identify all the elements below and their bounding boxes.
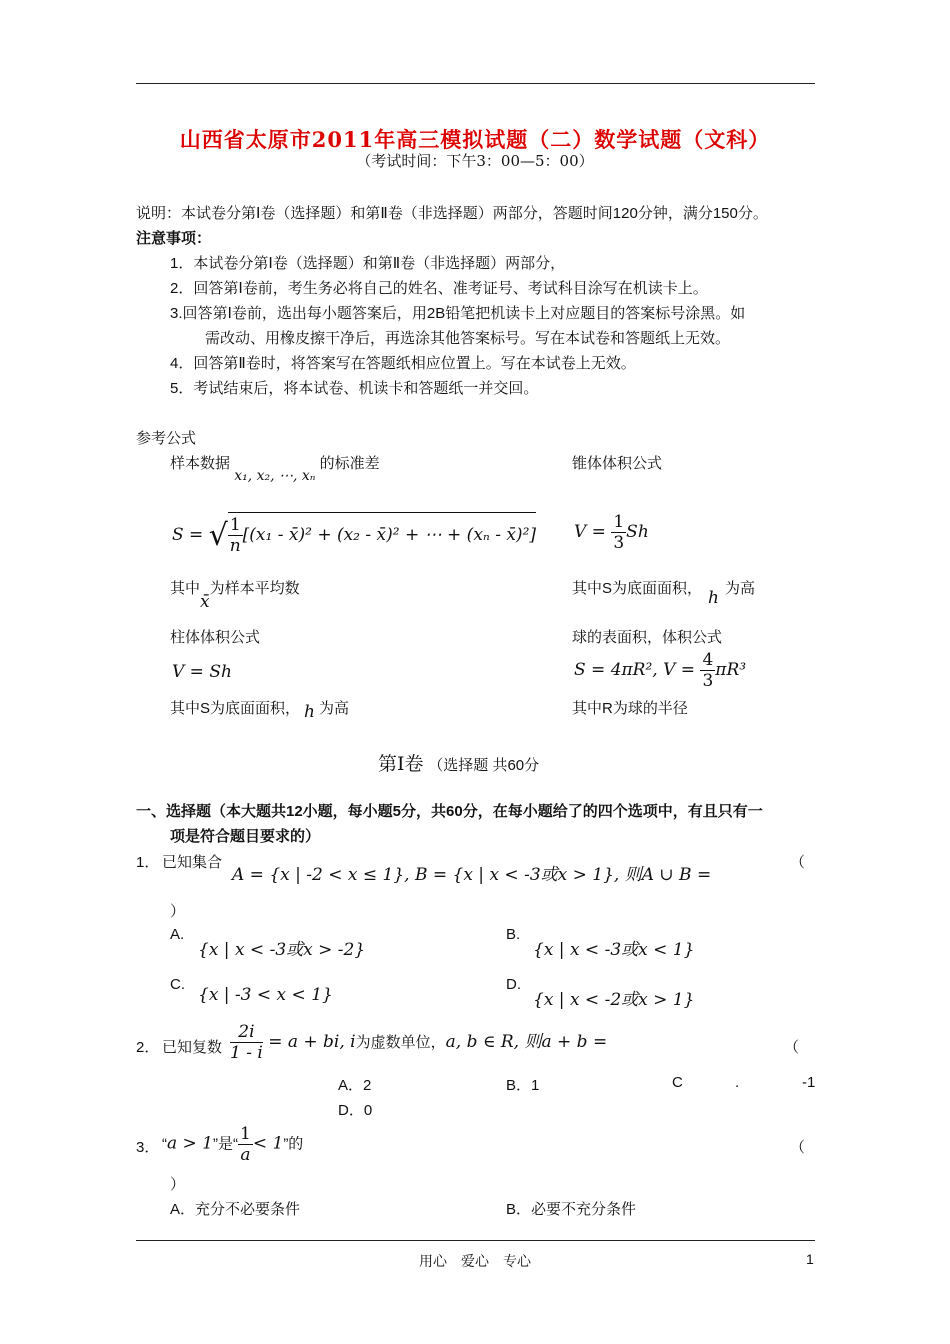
- q2-text-b: 为虚数单位，: [355, 1034, 446, 1051]
- q3-number: 3．: [136, 1139, 160, 1156]
- formulas-heading: 参考公式: [136, 430, 197, 447]
- q1-paren-open: （: [790, 854, 806, 871]
- q3-paren-open: （: [790, 1139, 806, 1156]
- q3-math-b: < 1: [252, 1133, 284, 1154]
- q1-option-a-label: A.: [170, 926, 185, 943]
- q1-option-b-label: B.: [506, 926, 521, 943]
- q3-paren-close: ）: [170, 1176, 186, 1193]
- note-4: 4．回答第Ⅱ卷时，将答案写在答题纸相应位置上。写在本试卷上无效。: [170, 355, 636, 372]
- q3-statement: [162, 1124, 303, 1165]
- sd-fraction: [228, 515, 243, 556]
- sd-label-post: 的标准差: [319, 455, 380, 472]
- cone-frac-den: 3: [613, 533, 625, 553]
- sd-note-pre: 其中: [170, 580, 201, 597]
- cone-fraction: [611, 512, 626, 553]
- cone-rhs: Sh: [626, 522, 649, 542]
- section1-heading: [378, 749, 539, 776]
- q1-option-a: {x | x < -3或x > -2}: [198, 940, 366, 960]
- footer-rule: [136, 1240, 815, 1241]
- header-rule: [136, 83, 815, 84]
- prism-note: [170, 697, 349, 722]
- note-3-cont: 需改动、用橡皮擦干净后，再选涂其他答案标号。写在本试卷和答题纸上无效。: [205, 330, 731, 347]
- prism-formula: V = Sh: [172, 662, 232, 682]
- q1-option-b: {x | x < -3或x < 1}: [533, 940, 695, 960]
- q3-option-b: B．必要不充分条件: [506, 1201, 637, 1218]
- q2-option-d: D．0: [338, 1102, 373, 1119]
- prism-note-post: 为高: [318, 700, 349, 717]
- sd-note: [170, 577, 300, 612]
- note-2: 2．回答第Ⅰ卷前，考生务必将自己的姓名、准考证号、考试科目涂写在机读卡上。: [170, 280, 708, 297]
- q2-option-c-label: C: [672, 1074, 683, 1091]
- q3-frac-den: a: [240, 1145, 251, 1165]
- q2-text: 已知复数: [162, 1039, 223, 1056]
- q2-fraction: [230, 1022, 263, 1063]
- q2-number: 2．: [136, 1039, 160, 1056]
- note-3: 3.回答第Ⅰ卷前，选出每小题答案后，用2B铅笔把机读卡上对应题目的答案标号涂黑。如: [170, 305, 746, 322]
- page-number: 1: [806, 1251, 814, 1267]
- sd-radicand: [228, 512, 536, 556]
- cone-frac-num: 1: [613, 512, 625, 532]
- q2-math-b: a, b ∈ R, 则a + b =: [445, 1032, 608, 1052]
- cone-formula: [574, 512, 649, 553]
- q1-paren-close: ）: [170, 903, 186, 920]
- sd-frac-num: 1: [229, 515, 241, 535]
- sphere-frac-num: 4: [702, 650, 714, 670]
- sd-body: [(x₁ - x̄)² + (x₂ - x̄)² + ⋯ + (xₙ - x̄)²]: [242, 525, 537, 545]
- sd-label-pre: 样本数据: [170, 455, 231, 472]
- section1-instruction: 一、选择题（本大题共12小题，每小题5分，共60分，在每小题给了的四个选项中，有且只有一: [136, 803, 763, 820]
- q3-frac-num: 1: [240, 1124, 251, 1144]
- cone-note-post: 为高: [724, 580, 755, 597]
- sd-frac-den: n: [229, 536, 241, 556]
- q1-option-c-label: C.: [170, 976, 185, 993]
- sd-lhs: S =: [172, 525, 204, 545]
- note-1: 1．本试卷分第Ⅰ卷（选择题）和第Ⅱ卷（非选择题）两部分，: [170, 255, 566, 272]
- q2-option-a: A．2: [338, 1077, 372, 1094]
- q3-quote-mid: ”是“: [213, 1135, 239, 1153]
- sd-note-post: 为样本平均数: [209, 580, 300, 597]
- cone-note: [572, 577, 755, 608]
- q3-math-a: a > 1: [167, 1133, 214, 1154]
- sd-note-var: x̄: [200, 592, 210, 612]
- q1-option-c: {x | -3 < x < 1}: [198, 985, 333, 1005]
- section1-title: 第Ⅰ卷: [378, 753, 424, 775]
- q3-fraction: [238, 1124, 253, 1165]
- exam-time: （考试时间：下午3：00—5：00）: [356, 152, 594, 170]
- section1-subtitle: （选择题 共60分: [428, 757, 540, 774]
- note-5: 5．考试结束后，将本试卷、机读卡和答题纸一并交回。: [170, 380, 539, 397]
- q3-option-a: A．充分不必要条件: [170, 1201, 301, 1218]
- footer-motto: 用心 爱心 专心: [419, 1254, 531, 1270]
- q2-frac-den: 1 - i: [230, 1043, 263, 1063]
- q3-quote-close: ”的: [283, 1135, 304, 1153]
- q1-text: 已知集合: [162, 854, 223, 871]
- q3-quote-open: “: [162, 1135, 167, 1153]
- cone-note-var: h: [708, 588, 719, 608]
- q1-number: 1．: [136, 854, 160, 871]
- prism-note-pre: 其中S为底面面积，: [170, 700, 301, 717]
- q1-option-d-label: D.: [506, 976, 521, 993]
- intro-description: 说明：本试卷分第Ⅰ卷（选择题）和第Ⅱ卷（非选择题）两部分，答题时间120分钟，满分150分。: [136, 205, 768, 222]
- sphere-formula-b: πR³: [715, 660, 747, 680]
- q1-option-d: {x | x < -2或x > 1}: [533, 990, 695, 1010]
- section1-instruction-cont: 项是符合题目要求的）: [170, 828, 321, 845]
- q2-option-c-dot: .: [735, 1074, 740, 1091]
- q2-option-c-value: -1: [802, 1074, 816, 1091]
- sd-label-vars: x₁, x₂, ⋯, xₙ: [234, 468, 316, 484]
- q2-frac-num: 2i: [230, 1022, 263, 1043]
- q2-option-b: B．1: [506, 1077, 540, 1094]
- cone-note-pre: 其中S为底面面积，: [572, 580, 703, 597]
- sphere-formula-a: S = 4πR², V =: [574, 660, 696, 680]
- sphere-formula: [574, 650, 746, 691]
- q2-math-a: = a + bi, i: [268, 1032, 356, 1052]
- prism-label: 柱体体积公式: [170, 629, 261, 646]
- notes-heading: 注意事项：: [136, 230, 212, 247]
- cone-lhs: V =: [574, 522, 606, 542]
- q2-paren-open: （: [784, 1039, 800, 1056]
- q1-math: A = {x | -2 < x ≤ 1}, B = {x | x < -3或x > 1}, 则A ∪ B =: [232, 865, 712, 885]
- page-title: 山西省太原市2011年高三模拟试题（二）数学试题（文科）: [179, 127, 771, 152]
- sphere-note: 其中R为球的半径: [572, 700, 688, 717]
- sd-formula: [172, 512, 536, 556]
- prism-note-var: h: [304, 702, 315, 722]
- cone-label: 锥体体积公式: [572, 455, 663, 472]
- sphere-fraction: [700, 650, 715, 691]
- sqrt-icon: √: [208, 518, 228, 553]
- sphere-label: 球的表面积，体积公式: [572, 629, 723, 646]
- sd-label: [170, 452, 380, 484]
- q2-math: [230, 1022, 607, 1063]
- sphere-frac-den: 3: [702, 671, 714, 691]
